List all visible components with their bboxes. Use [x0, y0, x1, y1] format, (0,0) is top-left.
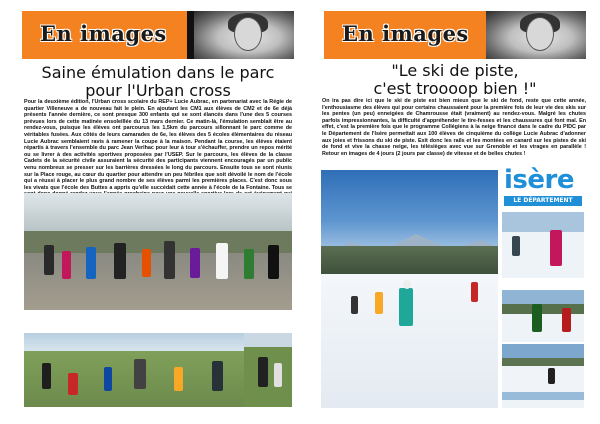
headline-line-2: pour l'Urban cross: [85, 81, 231, 100]
photo-forest: [502, 304, 584, 314]
headline-line-2: c'est troooop bien !": [373, 79, 537, 98]
right-headline: [324, 62, 586, 98]
photo-ground: [244, 347, 292, 407]
left-banner: [22, 11, 294, 59]
ski-slope-photo: [321, 170, 498, 408]
photo-sky: [502, 392, 584, 400]
left-page: [18, 0, 301, 424]
isere-logo-word: isère: [504, 165, 574, 195]
portrait-face: [234, 17, 262, 51]
urban-cross-photo-side: [244, 333, 292, 407]
ski-photo-2: [502, 212, 584, 278]
photo-forest: [502, 358, 584, 366]
ski-photo-5: [502, 392, 584, 408]
photo-sky: [244, 333, 292, 347]
banner-title: En images: [342, 21, 469, 46]
ski-photo-4: [502, 344, 584, 392]
urban-cross-photo-runners: [24, 193, 292, 310]
right-banner: [324, 11, 586, 59]
ski-photo-3: [502, 290, 584, 342]
banner-title: En images: [40, 21, 167, 46]
right-article-body: On ira pas dire ici que le ski de piste est bien mieux que le ski de fond, reste que cette année, l'enthousiasme des élèves qui pour certains chaussaient pour la première fois de leur vie des skis sur les pentes (un peu) enneigées de Chamrousse était (vraiment) au rendez-vous. Malgré les chutes parfois impressionnantes, la difficulté d'appréhender le tire-fesses et les chaussures qui font mal. En effet, c'est la première fois que le programme Collégiens à la neige financé dans le cadre du PIDC par le Département de l'Isère permettait aux 100 élèves de cinquième du collège Lucie Aubrac d'adonner aux joies et frissons du ski de piste. Exit donc les rails et les montées en canard sur les pistes de ski de fond et vive la chasse neige, les télésièges avec vue sur Grenoble et les virages en parallèle ! Retour en images de 4 jours (2 jours par classe) de vitesse et de belles chutes !: [322, 98, 586, 157]
left-article-body: Pour la deuxième édition, l'Urban cross scolaire du REP+ Lucie Aubrac, en partenariat avec la Régie de quartier Villeneuve a de nouveau fait le plein. En ajoutant les CM1 aux élèves de CM2 et de 6e déjà présents l'année dernière, ce sont presque 300 enfants qui se sont élancés dans l'une des 5 courses prévues lors de cette matinée ensoleillée du 13 mars dernier. Ce matin-là, l'émulation semblait être au rendez-vous, puisque les élèves ont parcourus les 1,5km du parcours sillonnant le parc comme de véritables fusées. Aux côtés de leurs camarades de 6e, les élèves des 5 écoles élémentaires du réseau Lucie Aubrac semblaient ravis à ramener la coupe à la maison. Pendant la course, les élèves étaient répartis à travers l'ensemble du parc Jean Verlhac pour leur à tour s'échauffer, prendre un repos mérité ou se livrer à des activités sportives proposées par l'USEP. Sur le parcours, les élèves de la classe Cadets de la sécurité civile assuraient la sécurité des participants viennent encouragés par un public venu nombreux se presser sur les barrières dressées le long du parcours. Ensuite tous se sont réunis sur la Place rouge, au cœur du quartier pour attendre un peu fébriles que soit dévoilé le nom de l'école qui a réussi à placer le plus grand nombre de ses élèves parmi les premières places. C'est donc sous les vivats que l'école des Buttes a appris qu'elle succédait cette année à l'école de la Fontaine. Tous se: [24, 99, 292, 191]
photo-sky: [24, 333, 244, 351]
left-headline: [22, 64, 294, 100]
headline-line-1: Saine émulation dans le parc: [41, 63, 275, 82]
isere-logo-subtitle: LE DÉPARTEMENT: [513, 197, 573, 204]
headline-line-1: "Le ski de piste,: [391, 61, 519, 80]
urban-cross-photo-park: [24, 333, 244, 407]
portrait-face: [526, 17, 554, 51]
banner-portrait-photo: [194, 11, 294, 59]
photo-forest: [321, 246, 498, 276]
right-page: [320, 0, 586, 424]
photo-sky: [24, 193, 292, 231]
photo-snow: [502, 400, 584, 408]
photo-sky: [502, 212, 584, 232]
photo-snow: [502, 366, 584, 392]
isere-logo: [502, 165, 584, 213]
banner-portrait-photo: [486, 11, 586, 59]
photo-snow: [502, 314, 584, 342]
